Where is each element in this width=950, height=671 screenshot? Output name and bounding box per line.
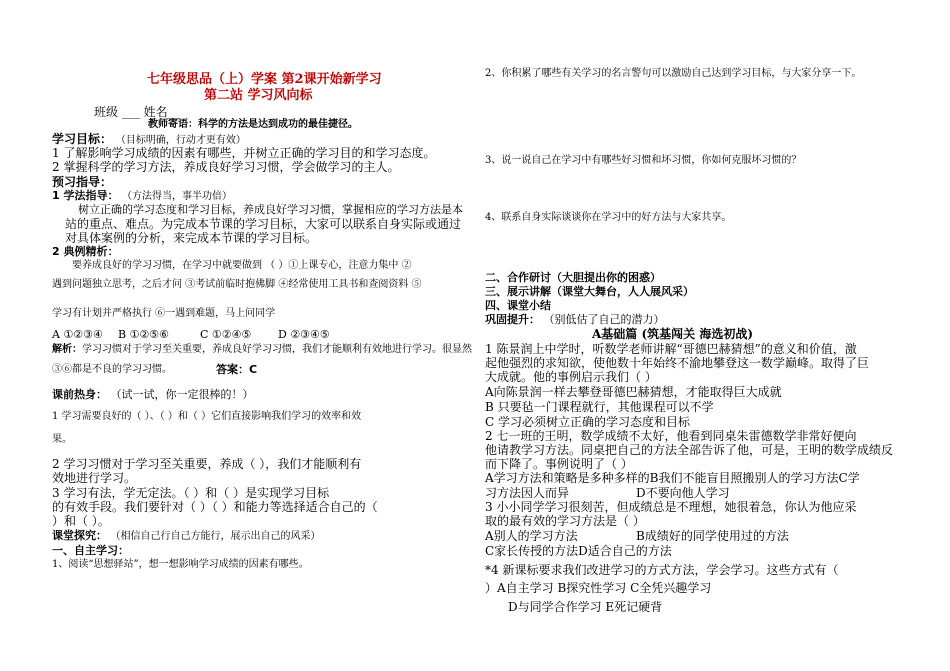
warmup-q2-a: 2 学习习惯对于学习至关重要，养成（ ），我们才能顺利有 <box>52 457 362 471</box>
method-paragraph-3: 对具体案例的分析，来完成本节课的学习目标。 <box>65 231 318 245</box>
example-heading: 2 典例精析： <box>52 245 119 258</box>
analysis-label: 解析： <box>52 344 82 355</box>
preview-heading: 预习指导： <box>52 175 113 189</box>
warmup-heading: 课前热身： <box>52 388 107 401</box>
problem-4-line-2: ）A自主学习 B探究性学习 C全凭兴趣学习 <box>485 581 712 595</box>
self-study-heading: 一、自主学习： <box>52 544 129 557</box>
page-subtitle: 第二站 学习风向标 <box>204 88 313 103</box>
problem-2-line-3: 而下降了。事例说明了（ ） <box>485 457 633 471</box>
class-explore-heading: 课堂探究： <box>52 529 107 542</box>
warmup-q3-b: 的有效手段。我们要针对（ ）（ ）和能力等选择适合自己的（ <box>52 500 378 514</box>
goals-heading: 学习目标： <box>52 132 113 146</box>
analysis-text-1: 学习习惯对于学习至关重要，养成良好学习习惯，我们才能顺利有效地进行学习。很显然 <box>82 344 472 355</box>
analysis-text-2: ③⑥都是不良的学习习惯。 <box>52 364 172 375</box>
warmup-hint: （试一试，你一定很棒的！） <box>110 388 254 401</box>
problem-2-options-ab: A学习方法和策略是多种多样的B我们不能盲目照搬别人的学习方法C学 <box>485 471 860 485</box>
method-line <box>52 189 232 204</box>
self-study-question-1: 1、阅读“思想驿站”，想一想影响学习成绩的因素有哪些。 <box>52 559 309 570</box>
teacher-motto: 教师寄语：科学的方法是达到成功的最佳捷径。 <box>148 119 358 130</box>
section-4-summary: 四、课堂小结 <box>485 299 551 312</box>
goal-1: 1 了解影响学习成绩的因素有哪些，并树立正确的学习目的和学习态度。 <box>52 146 436 160</box>
problem-2-line-2: 他请教学习方法。同桌把自己的方法全部告诉了他，可是，王明的数学成绩反 <box>485 443 894 457</box>
problem-2-option-d: D不要向他人学习 <box>636 486 730 500</box>
problem-3-options-cd: C家长传授的方法D适合自己的方法 <box>485 544 672 558</box>
method-paragraph-2: 站的重点、难点。为完成本节课的学习目标，大家可以联系自身实际或通过 <box>65 217 462 231</box>
consolidate-hint: （别低估了自己的潜力） <box>543 313 665 326</box>
problem-3-option-a: A别人的学习方法 <box>485 529 578 543</box>
warmup-q3-c: ）和（ ）。 <box>52 514 110 528</box>
goals-hint: （目标明确，行动才更有效） <box>115 135 246 146</box>
warmup-q1-a: 1 学习需要良好的（ ）、（ ）和（ ）它们直接影响我们学习的效率和效 <box>52 411 362 422</box>
example-question-1: 要养成良好的学习习惯，在学习中就要做到 （ ）①上课专心，注意力集中 ② <box>72 260 412 271</box>
example-option-a: A ①②③④ <box>52 328 103 341</box>
example-question-3: 学习有计划并严格执行 ⑥一遇到难题，马上问同学 <box>52 308 276 319</box>
warmup-line <box>52 388 254 402</box>
problem-1-option-a: A向陈景润一样去攀登哥德巴赫猜想，才能取得巨大成就 <box>485 385 782 399</box>
method-heading: 1 学法指导： <box>52 189 119 202</box>
problem-1-line-2: 起他强烈的求知欲，使他数十年始终不渝地攀登这一数学巅峰。取得了巨 <box>485 356 870 370</box>
question-3: 3、说一说自己在学习中有哪些好习惯和坏习惯，你如何克服坏习惯的？ <box>485 155 802 166</box>
page-title: 七年级思品（上）学案 第2课开始新学习 <box>147 72 382 87</box>
warmup-q1-b: 果。 <box>52 434 72 445</box>
example-option-d: D ②③④⑤ <box>278 328 330 341</box>
class-explore-hint: （相信自己行自己方能行，展示出自己的风采） <box>110 531 321 542</box>
section-3-presentation: 三、展示讲解（课堂大舞台，人人展风采） <box>485 285 694 298</box>
analysis-line <box>52 344 472 357</box>
method-hint: （方法得当，事半功倍） <box>121 191 232 202</box>
consolidate-heading: 巩固提升： <box>485 313 540 326</box>
problem-2-line-1: 2 七一班的王明，数学成绩不太好，他看到同桌朱雷德数学非常好便向 <box>485 429 857 443</box>
problem-1-line-1: 1 陈景润上中学时，听数学老师讲解“哥德巴赫猜想”的意义和价值，激 <box>485 342 857 356</box>
problem-3-option-b: B成绩好的同学使用过的方法 <box>636 529 789 543</box>
class-explore-line <box>52 529 321 544</box>
warmup-q2-b: 效地进行学习。 <box>52 471 137 485</box>
problem-4-line-3: D与同学合作学习 E死记硬背 <box>508 600 663 614</box>
problem-1-option-c: C 学习必须树立正确的学习态度和目标 <box>485 415 690 429</box>
section-2-cooperation: 二、合作研讨（大胆提出你的困惑） <box>485 271 661 284</box>
problem-1-line-3: 大成就。他的事例启示我们（ ） <box>485 370 657 384</box>
goal-2: 2 掌握科学的学习方法，养成良好学习习惯，学会做学习的主人。 <box>52 160 400 174</box>
consolidate-line <box>485 313 665 327</box>
example-option-b: B ①②⑤⑥ <box>118 328 170 341</box>
question-2: 2、你积累了哪些有关学习的名言警句可以激励自己达到学习目标，与大家分享一下。 <box>485 68 862 79</box>
question-4: 4、联系自身实际谈谈你在学习中的好方法与大家共享。 <box>485 212 732 223</box>
example-option-c: C ①②④⑤ <box>200 328 252 341</box>
method-paragraph-1: 树立正确的学习态度和学习目标，养成良好学习习惯，掌握相应的学习方法是本 <box>78 203 463 216</box>
warmup-q3-a: 3 学习有法，学无定法。（ ）和（ ）是实现学习目标 <box>52 486 330 500</box>
problem-3-line-2: 取的最有效的学习方法是（ ） <box>485 514 645 528</box>
level-a-heading: A基础篇 (筑基闯关 海选初战) <box>592 327 754 341</box>
problem-3-line-1: 3 小小同学学习很刻苦，但成绩总是不理想，她很着急，你认为他应采 <box>485 500 857 514</box>
problem-2-option-c: 习方法因人而异 <box>485 486 570 500</box>
example-question-2: 遇到问题独立思考，之后才问 ③考试前临时抱佛脚 ④经常使用工具书和查阅资料 ⑤ <box>52 279 422 290</box>
problem-4-line-1: *4 新课标要求我们改进学习的方式方法，学会学习。这些方式有（ <box>485 563 839 577</box>
problem-1-option-b: B 只要毡一门课程就行，其他课程可以不学 <box>485 400 714 414</box>
answer: 答案：C <box>216 363 258 376</box>
class-name-line: 班级 ___ 姓名__ <box>94 105 180 119</box>
